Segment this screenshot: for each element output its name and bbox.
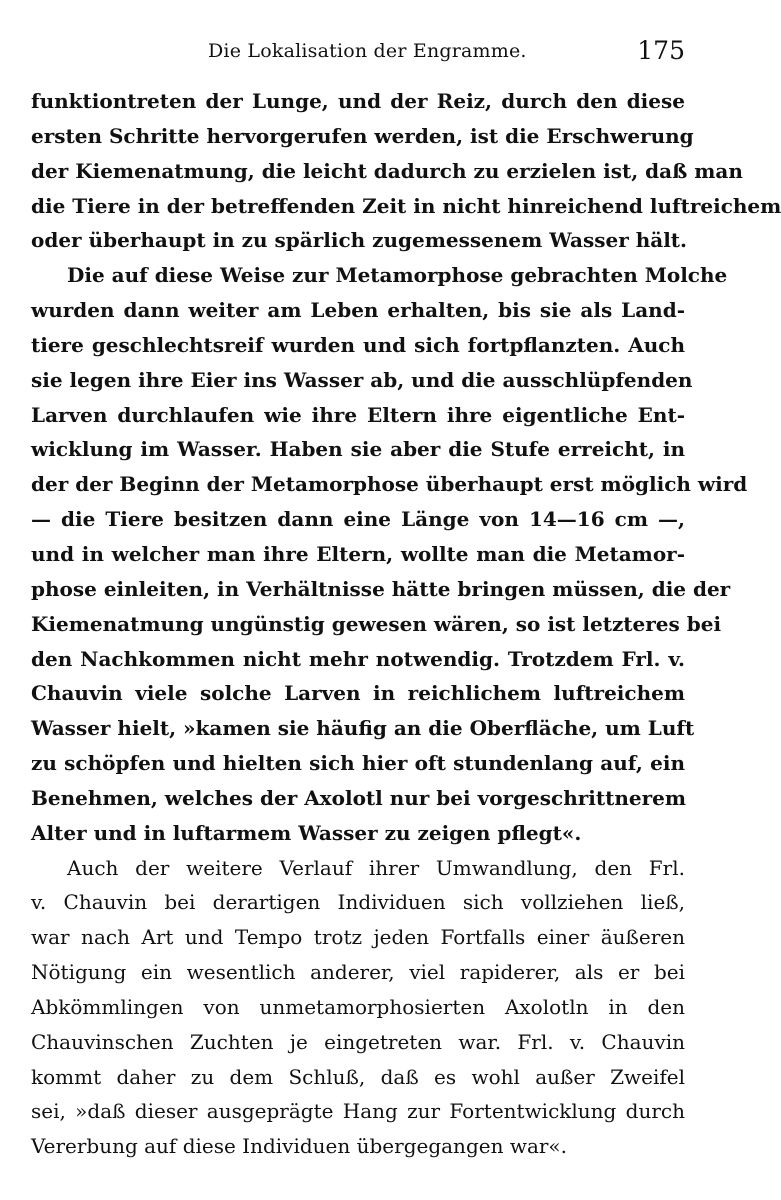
text-line: der der Beginn der Metamorphose überhaupt erst möglich wird	[31, 472, 748, 497]
text-line: wurden dann weiter am Leben erhalten, bis sie als Land-	[31, 298, 685, 323]
text-line: v. Chauvin bei derartigen Individuen sich vollziehen ließ,	[31, 890, 685, 915]
text-line: Chauvin viele solche Larven in reichlichem luftreichem	[31, 681, 685, 706]
text-line: Alter und in luftarmem Wasser zu zeigen pflegt«.	[31, 820, 582, 845]
text-line: Die auf diese Weise zur Metamorphose gebrachten Molche	[67, 263, 728, 288]
running-head	[28, 36, 685, 70]
text-line: Auch der weitere Verlauf ihrer Umwandlung, den Frl.	[67, 855, 685, 880]
text-line: Nötigung ein wesentlich anderer, viel rapiderer, als er bei	[31, 960, 685, 985]
text-line: war nach Art und Tempo trotz jeden Fortfalls einer äußeren	[31, 925, 685, 950]
body-text	[31, 84, 781, 1164]
text-line: ersten Schritte hervorgerufen werden, ist die Erschwerung	[31, 123, 694, 148]
text-line: Kiemenatmung ungünstig gewesen wären, so ist letzteres bei	[31, 611, 722, 636]
text-line: funktiontreten der Lunge, und der Reiz, durch den diese	[31, 89, 685, 113]
paragraph-3	[31, 851, 685, 1165]
running-title: Die Lokalisation der Engramme.	[208, 40, 527, 62]
page-number: 175	[637, 36, 685, 65]
text-line: tiere geschlechtsreif wurden und sich fortpflanzten. Auch	[31, 332, 685, 357]
text-line: Benehmen, welches der Axolotl nur bei vorgeschrittnerem	[31, 785, 687, 810]
text-line: kommt daher zu dem Schluß, daß es wohl außer Zweifel	[31, 1064, 685, 1089]
text-line: Vererbung auf diese Individuen übergegangen war«.	[31, 1134, 568, 1159]
paragraph-1	[31, 84, 781, 258]
text-line: sei, »daß dieser ausgeprägte Hang zur Fortentwicklung durch	[31, 1099, 685, 1124]
text-line: Larven durchlaufen wie ihre Eltern ihre eigentliche Ent-	[31, 402, 685, 427]
text-line: — die Tiere besitzen dann eine Länge von 14—16 cm —,	[31, 507, 685, 532]
text-line: und in welcher man ihre Eltern, wollte man die Metamor-	[31, 541, 685, 566]
paragraph-2	[31, 258, 748, 850]
text-line: oder überhaupt in zu spärlich zugemessenem Wasser hält.	[31, 228, 687, 253]
text-line: die Tiere in der betreffenden Zeit in nicht hinreichend luftreichem	[31, 193, 781, 218]
text-line: zu schöpfen und hielten sich hier oft stundenlang auf, ein	[31, 751, 685, 776]
text-line: sie legen ihre Eier ins Wasser ab, und die ausschlüpfenden	[31, 367, 693, 392]
text-line: wicklung im Wasser. Haben sie aber die Stufe erreicht, in	[31, 437, 685, 462]
text-line: phose einleiten, in Verhältnisse hätte bringen müssen, die der	[31, 576, 731, 601]
text-line: Chauvinschen Zuchten je eingetreten war. Frl. v. Chauvin	[31, 1029, 685, 1054]
text-line: den Nachkommen nicht mehr notwendig. Trotzdem Frl. v.	[31, 646, 685, 671]
text-line: der Kiemenatmung, die leicht dadurch zu erzielen ist, daß man	[31, 158, 743, 183]
text-line: Wasser hielt, »kamen sie häufig an die Oberfläche, um Luft	[31, 716, 695, 741]
text-line: Abkömmlingen von unmetamorphosierten Axolotln in den	[31, 994, 685, 1019]
